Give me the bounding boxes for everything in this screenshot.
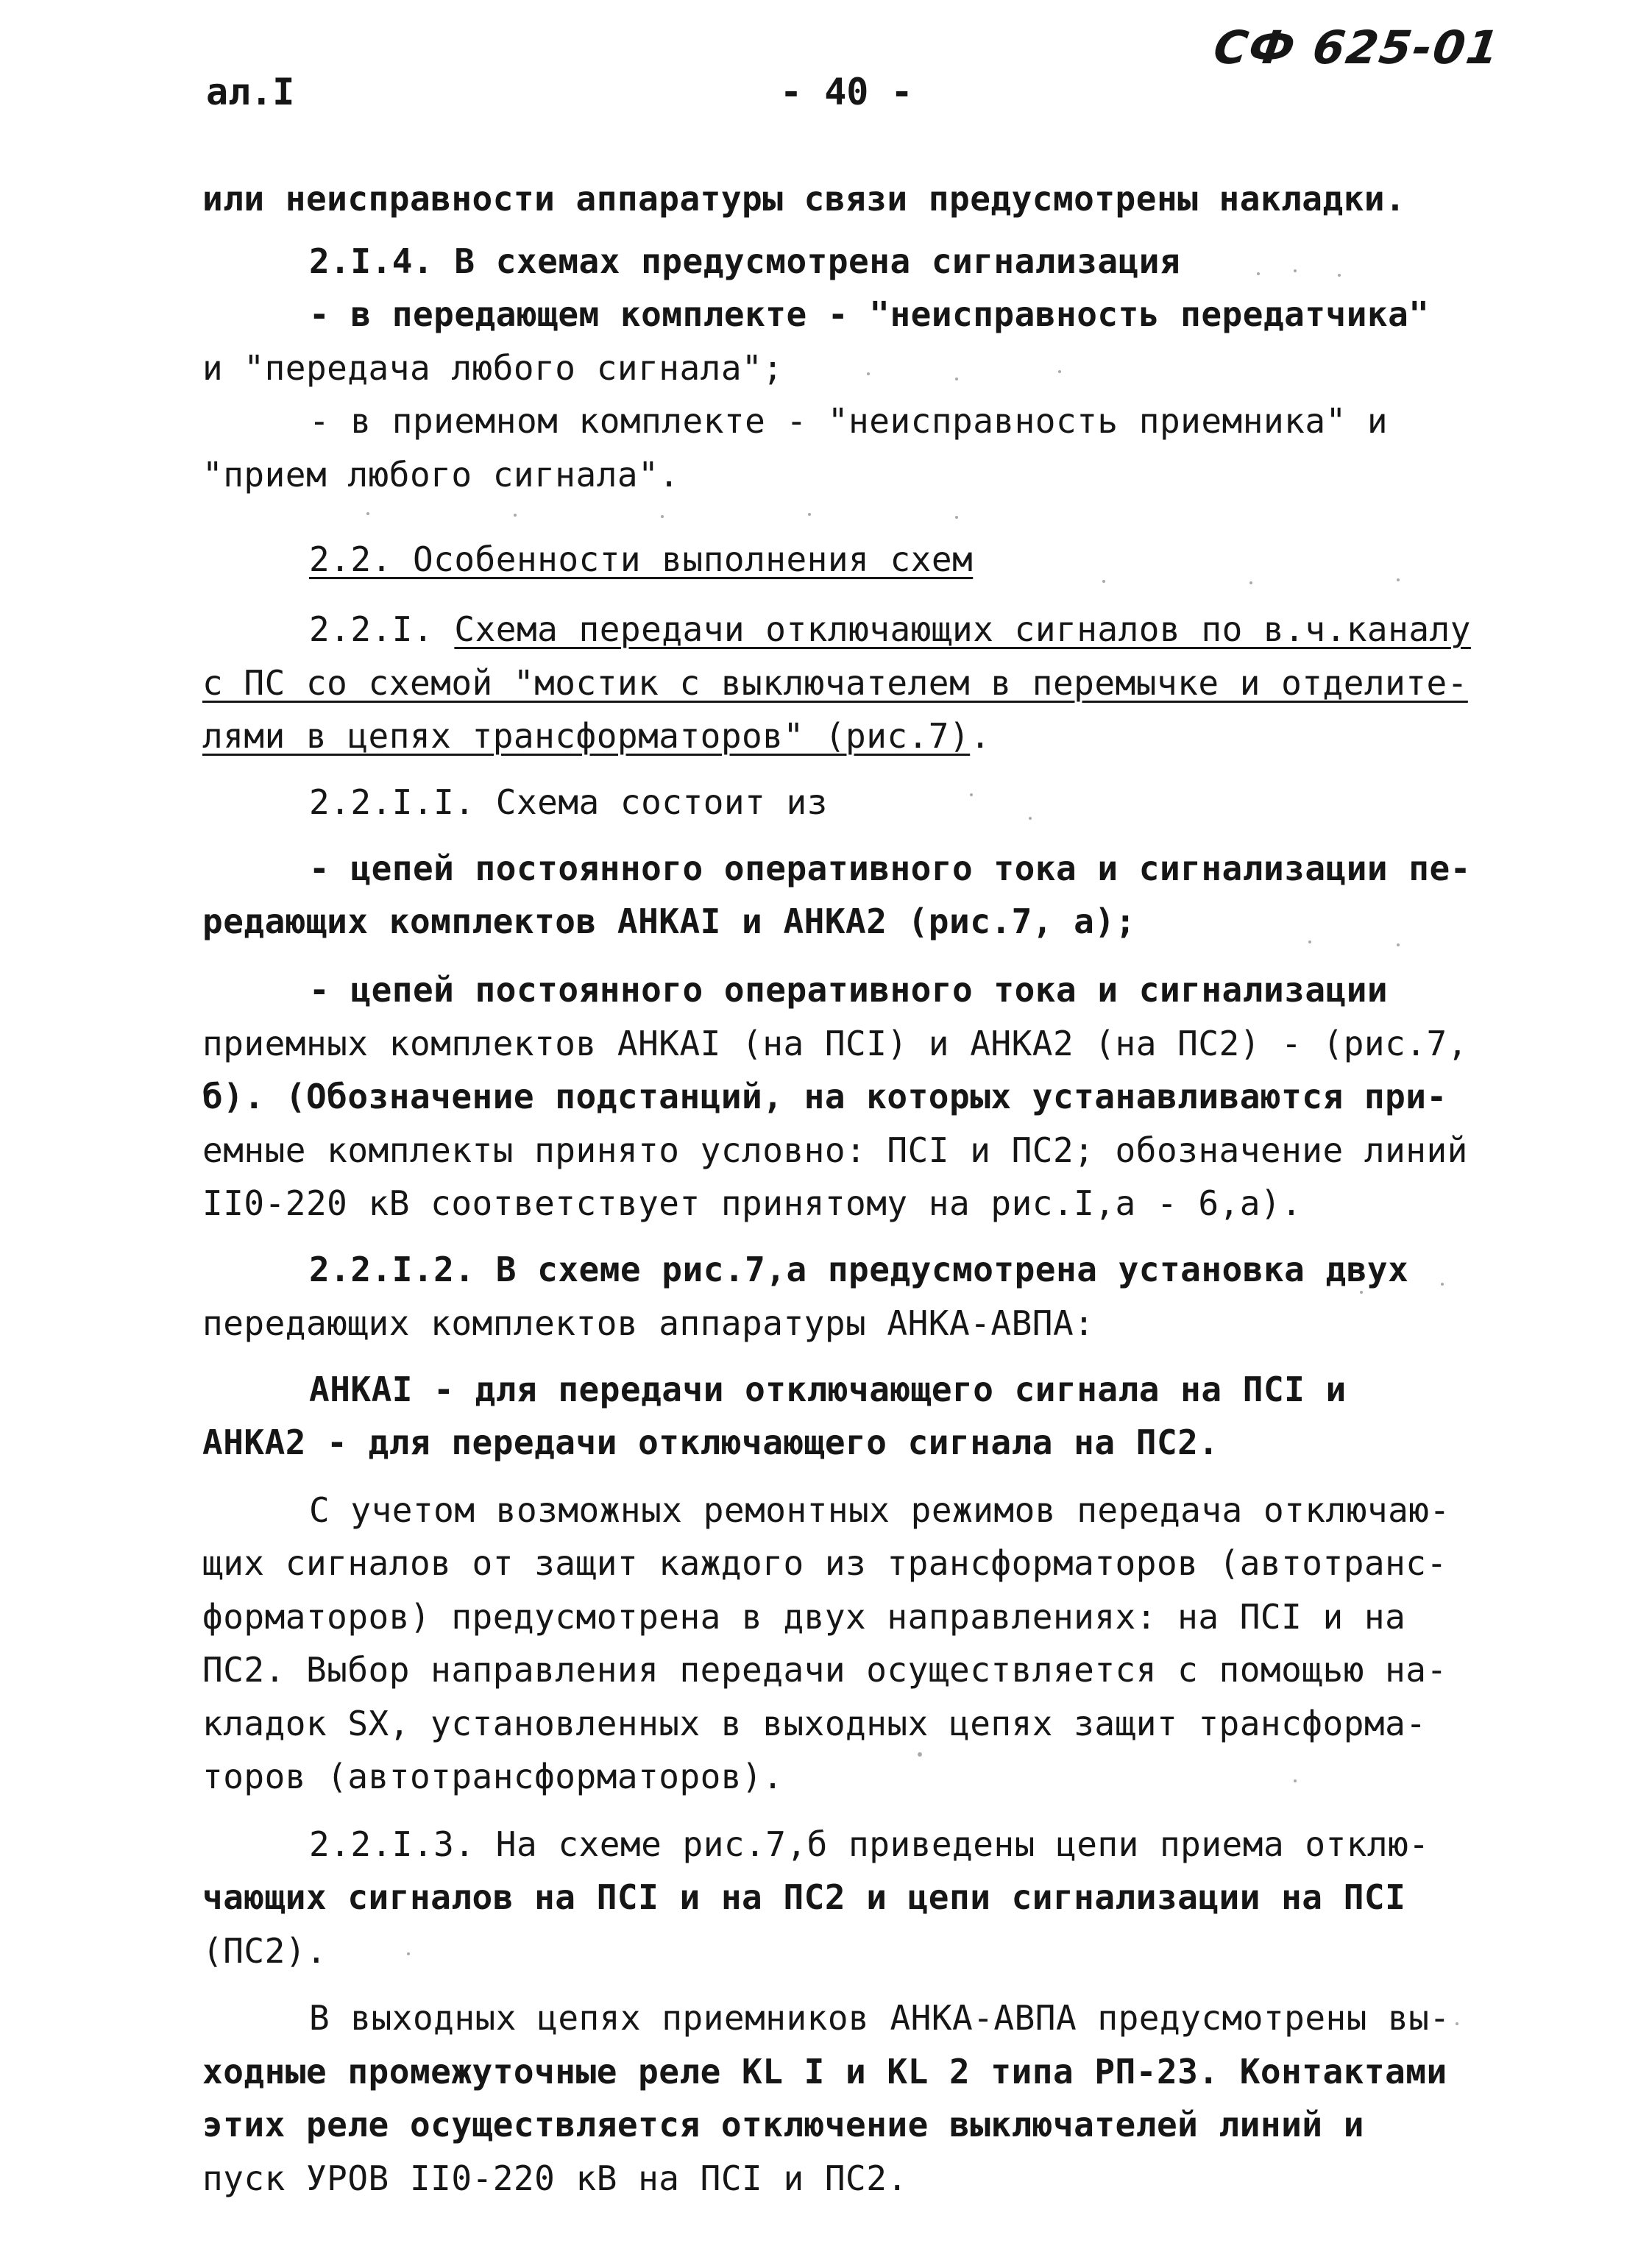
text-line: ходные промежуточные реле KL I и KL 2 типа РП-23. Контактами bbox=[202, 2052, 1447, 2091]
text-line: форматоров) предусмотрена в двух направлениях: на ПСI и на bbox=[202, 1597, 1406, 1637]
text-line: ПС2. Выбор направления передачи осуществляется с помощью на- bbox=[202, 1650, 1447, 1690]
text-line: б). (Обозначение подстанций, на которых устанавливаются при- bbox=[202, 1077, 1447, 1116]
text-line: кладок SX, установленных в выходных цепях защит трансформа- bbox=[202, 1704, 1427, 1743]
text-line bbox=[309, 607, 1471, 651]
text-line: - цепей постоянного оперативного тока и сигнализации пе- bbox=[309, 849, 1471, 888]
text-line: АНКАI - для передачи отключающего сигнала на ПСI и bbox=[309, 1370, 1347, 1409]
text-line: 2.2.I.2. В схеме рис.7,а предусмотрена установка двух bbox=[309, 1250, 1409, 1289]
section-heading: 2.2. Особенности выполнения схем bbox=[309, 539, 974, 579]
document-id-handwritten: СФ 625-01 bbox=[1210, 21, 1504, 74]
text-line: (ПС2). bbox=[202, 1931, 327, 1971]
text-line: 2.2.I.I. Схема состоит из bbox=[309, 782, 828, 822]
text-line: емные комплекты принято условно: ПСI и ПС2; обозначение линий bbox=[202, 1130, 1468, 1170]
text-line bbox=[202, 714, 990, 758]
text-line: II0-220 кВ соответствует принятому на рис.I,а - 6,а). bbox=[202, 1183, 1302, 1223]
text-line: 2.2.I.3. На схеме рис.7,б приведены цепи приема отклю- bbox=[309, 1824, 1430, 1864]
text-line: приемных комплектов АНКАI (на ПСI) и АНКА2 (на ПС2) - (рис.7, bbox=[202, 1024, 1468, 1063]
text-line: В выходных цепях приемников АНКА-АВПА предусмотрены вы- bbox=[309, 1998, 1450, 2038]
text-line: чающих сигналов на ПСI и на ПС2 и цепи сигнализации на ПСI bbox=[202, 1877, 1406, 1917]
subsection-title-cont: с ПС со схемой "мостик с выключателем в перемычке и отделите- bbox=[202, 663, 1468, 703]
text-line: С учетом возможных ремонтных режимов передача отключаю- bbox=[309, 1490, 1450, 1530]
text-line: - цепей постоянного оперативного тока и сигнализации bbox=[309, 970, 1389, 1010]
text-line: - в приемном комплекте - "неисправность приемника" и bbox=[309, 401, 1389, 441]
text-line: 2.I.4. В схемах предусмотрена сигнализация bbox=[309, 241, 1181, 281]
text-line: "прием любого сигнала". bbox=[202, 455, 680, 495]
sheet-label: ал.I bbox=[206, 71, 295, 113]
text-line: или неисправности аппаратуры связи предусмотрены накладки. bbox=[202, 179, 1406, 219]
subsection-number: 2.2.I. bbox=[309, 609, 434, 649]
punctuation: . bbox=[970, 716, 991, 756]
subsection-title: Схема передачи отключающих сигналов по в.ч.каналу bbox=[454, 609, 1471, 649]
text-line: редающих комплектов АНКАI и АНКА2 (рис.7, а); bbox=[202, 901, 1136, 941]
text-line: этих реле осуществляется отключение выключателей линий и bbox=[202, 2105, 1364, 2144]
text-line: щих сигналов от защит каждого из трансформаторов (автотранс- bbox=[202, 1543, 1447, 1583]
text-line: и "передача любого сигнала"; bbox=[202, 348, 784, 388]
text-line: передающих комплектов аппаратуры АНКА-АВПА: bbox=[202, 1303, 1095, 1343]
subsection-title-end: лями в цепях трансформаторов" (рис.7) bbox=[202, 716, 971, 756]
text-line: АНКА2 - для передачи отключающего сигнала на ПС2. bbox=[202, 1423, 1219, 1462]
text-line: - в передающем комплекте - "неисправность передатчика" bbox=[309, 294, 1430, 334]
text-line: пуск УРОВ II0-220 кВ на ПСI и ПС2. bbox=[202, 2158, 908, 2198]
page-number: - 40 - bbox=[780, 71, 913, 113]
text-line: торов (автотрансформаторов). bbox=[202, 1757, 784, 1796]
